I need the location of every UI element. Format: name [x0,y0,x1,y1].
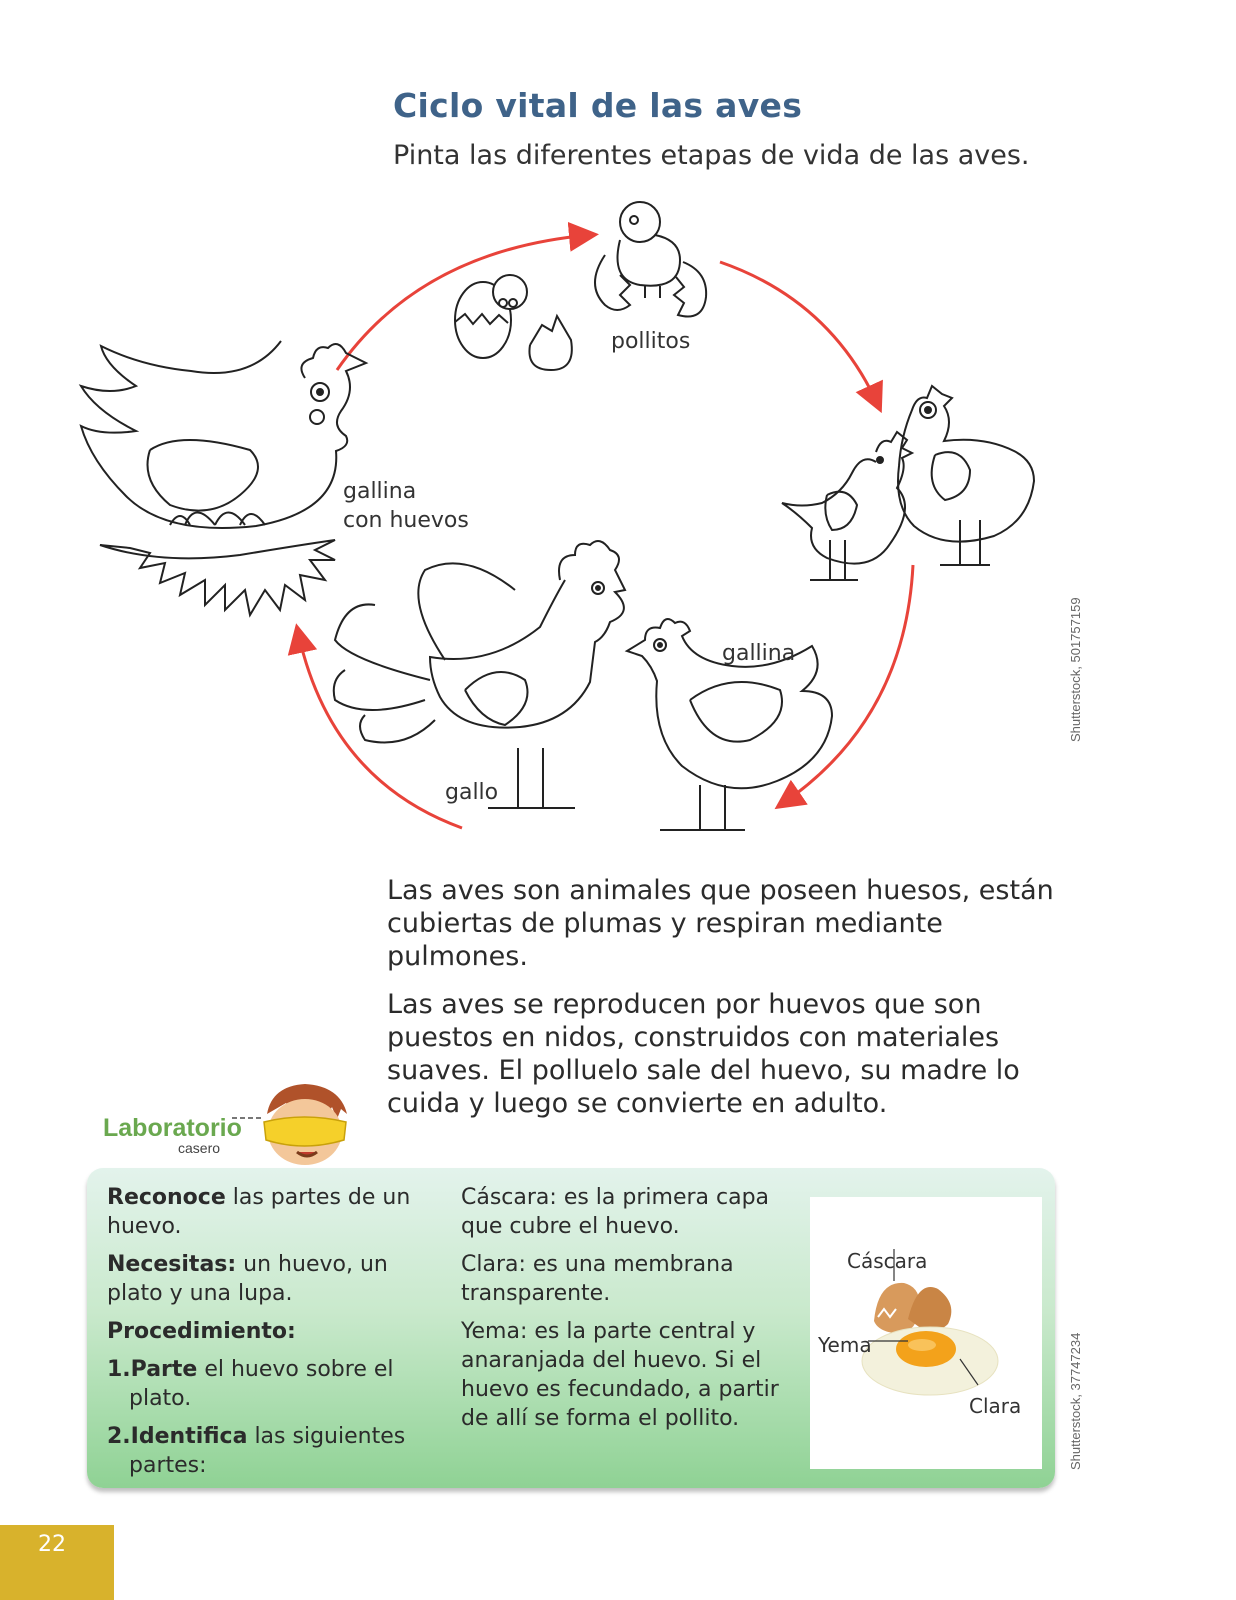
hen-on-nest-icon [81,341,366,615]
recognize-text: Reconoce las partes de un huevo. [107,1185,411,1239]
egg-label-yolk: Yema [818,1333,872,1357]
label-gallina: gallina [722,641,796,666]
lab-column-left [107,1183,442,1489]
label-pollitos: pollitos [611,329,691,354]
life-cycle-illustration [0,190,1236,850]
label-gallina-huevos-1: gallina [343,479,417,504]
instruction-text: Pinta las diferentes etapas de vida de las aves. [393,140,1030,171]
label-gallina-huevos-2: con huevos [343,508,469,533]
step-2: 2.Identifica las siguientes partes: [107,1424,406,1478]
needs-text: Necesitas: un huevo, un plato y una lupa. [107,1252,388,1306]
page-number: 22 [38,1532,66,1557]
rooster-icon [334,541,625,808]
hatching-egg-icon [455,275,572,370]
lab-title: Laboratorio [103,1114,242,1142]
shell-description: Cáscara: es la primera capa que cubre el huevo. [461,1185,770,1239]
chick-icon [595,202,706,317]
lab-subtitle: casero [178,1140,221,1156]
procedure-heading: Procedimiento: [107,1319,296,1344]
label-gallo: gallo [445,780,499,805]
image-credit-cycle: Shutterstock, 501757159 [1068,597,1083,742]
egg-label-shell: Cáscara [847,1249,928,1273]
paragraph-1: Las aves son animales que poseen huesos, están cubiertas de plumas y respiran mediante pulmones. [387,875,1054,972]
arrow-to-chicks [337,235,590,370]
arrow-to-nest [298,632,462,828]
yolk-description: Yema: es la parte central y anaranjada del huevo. Si el huevo es fecundado, a partir de allí se forma el pollito. [461,1319,779,1431]
page-title: Ciclo vital de las aves [393,86,803,125]
paragraph-2: Las aves se reproducen por huevos que son puestos en nidos, construidos con materiales suaves. El polluelo sale del huevo, su madre lo cuida y luego se convierte en adulto. [387,989,1020,1119]
arrow-to-young [720,262,878,405]
step-1: 1.Parte el huevo sobre el plato. [107,1357,394,1411]
white-description: Clara: es una membrana transparente. [461,1252,734,1306]
young-hens-icon [782,386,1034,580]
image-credit-egg: Shutterstock, 37747234 [1068,1332,1083,1470]
scientist-kid-icon [232,1082,347,1170]
egg-label-white: Clara [969,1394,1022,1418]
lab-column-middle [461,1183,781,1442]
